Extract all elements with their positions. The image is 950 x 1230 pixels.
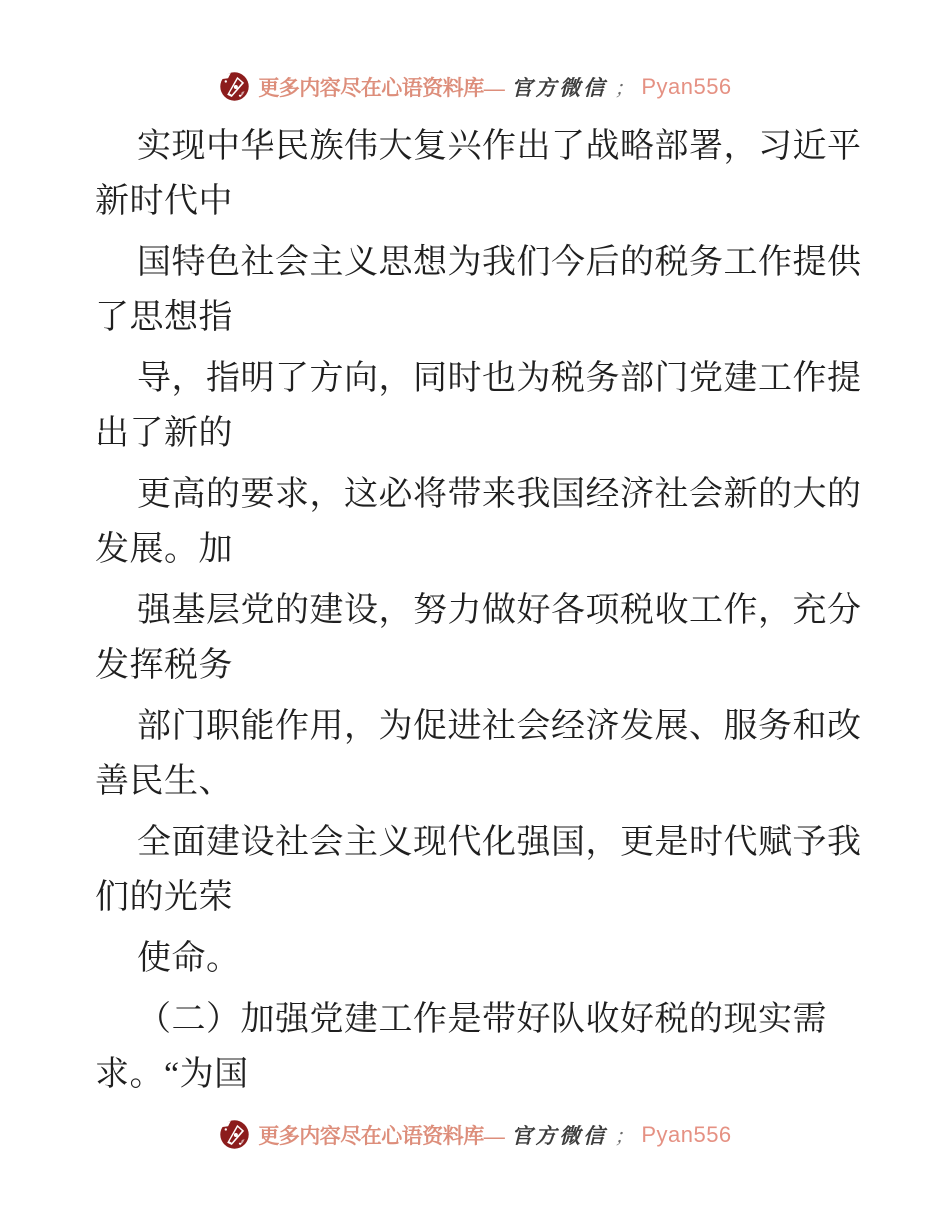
watermark-wechat-id: Pyan556 <box>641 73 732 99</box>
watermark-brand-text: 更多内容尽在心语资料库— <box>258 1123 505 1148</box>
text-line: 导，指明了方向，同时也为税务部门党建工作提 <box>137 360 862 397</box>
text-line: 全面建设社会主义现代化强国，更是时代赋予我 <box>137 824 862 861</box>
text-line: 了思想指 <box>95 299 233 336</box>
text-line: 强基层党的建设，努力做好各项税收工作，充分 <box>137 592 862 629</box>
text-line: （二）加强党建工作是带好队收好税的现实需 <box>137 1001 827 1038</box>
text-line: 部门职能作用，为促进社会经济发展、服务和改 <box>137 708 862 745</box>
text-line: 发展。加 <box>95 531 233 568</box>
watermark-separator: ； <box>614 1126 635 1148</box>
text-line: 使命。 <box>137 940 241 977</box>
text-line: 国特色社会主义思想为我们今后的税务工作提供 <box>137 244 862 281</box>
text-line: 出了新的 <box>95 415 233 452</box>
pen-nib-logo-icon <box>218 1118 251 1151</box>
document-body <box>95 119 895 1102</box>
watermark-wechat-id: Pyan556 <box>641 1121 732 1147</box>
text-line: 新时代中 <box>95 183 233 220</box>
watermark-footer <box>0 1118 950 1151</box>
watermark-header <box>0 0 950 103</box>
watermark-wechat-label: 官方微信 <box>511 1123 608 1148</box>
watermark-wechat-label: 官方微信 <box>511 75 608 100</box>
watermark-brand-text: 更多内容尽在心语资料库— <box>258 75 505 100</box>
text-line: 们的光荣 <box>95 879 233 916</box>
watermark-separator: ； <box>614 78 635 100</box>
text-line: 善民生、 <box>95 763 233 800</box>
pen-nib-logo-icon <box>218 70 251 103</box>
text-line: 实现中华民族伟大复兴作出了战略部署，习近平 <box>137 128 862 165</box>
text-line: 求。“为国 <box>95 1056 249 1093</box>
text-line: 更高的要求，这必将带来我国经济社会新的大的 <box>137 476 862 513</box>
text-line: 发挥税务 <box>95 647 233 684</box>
